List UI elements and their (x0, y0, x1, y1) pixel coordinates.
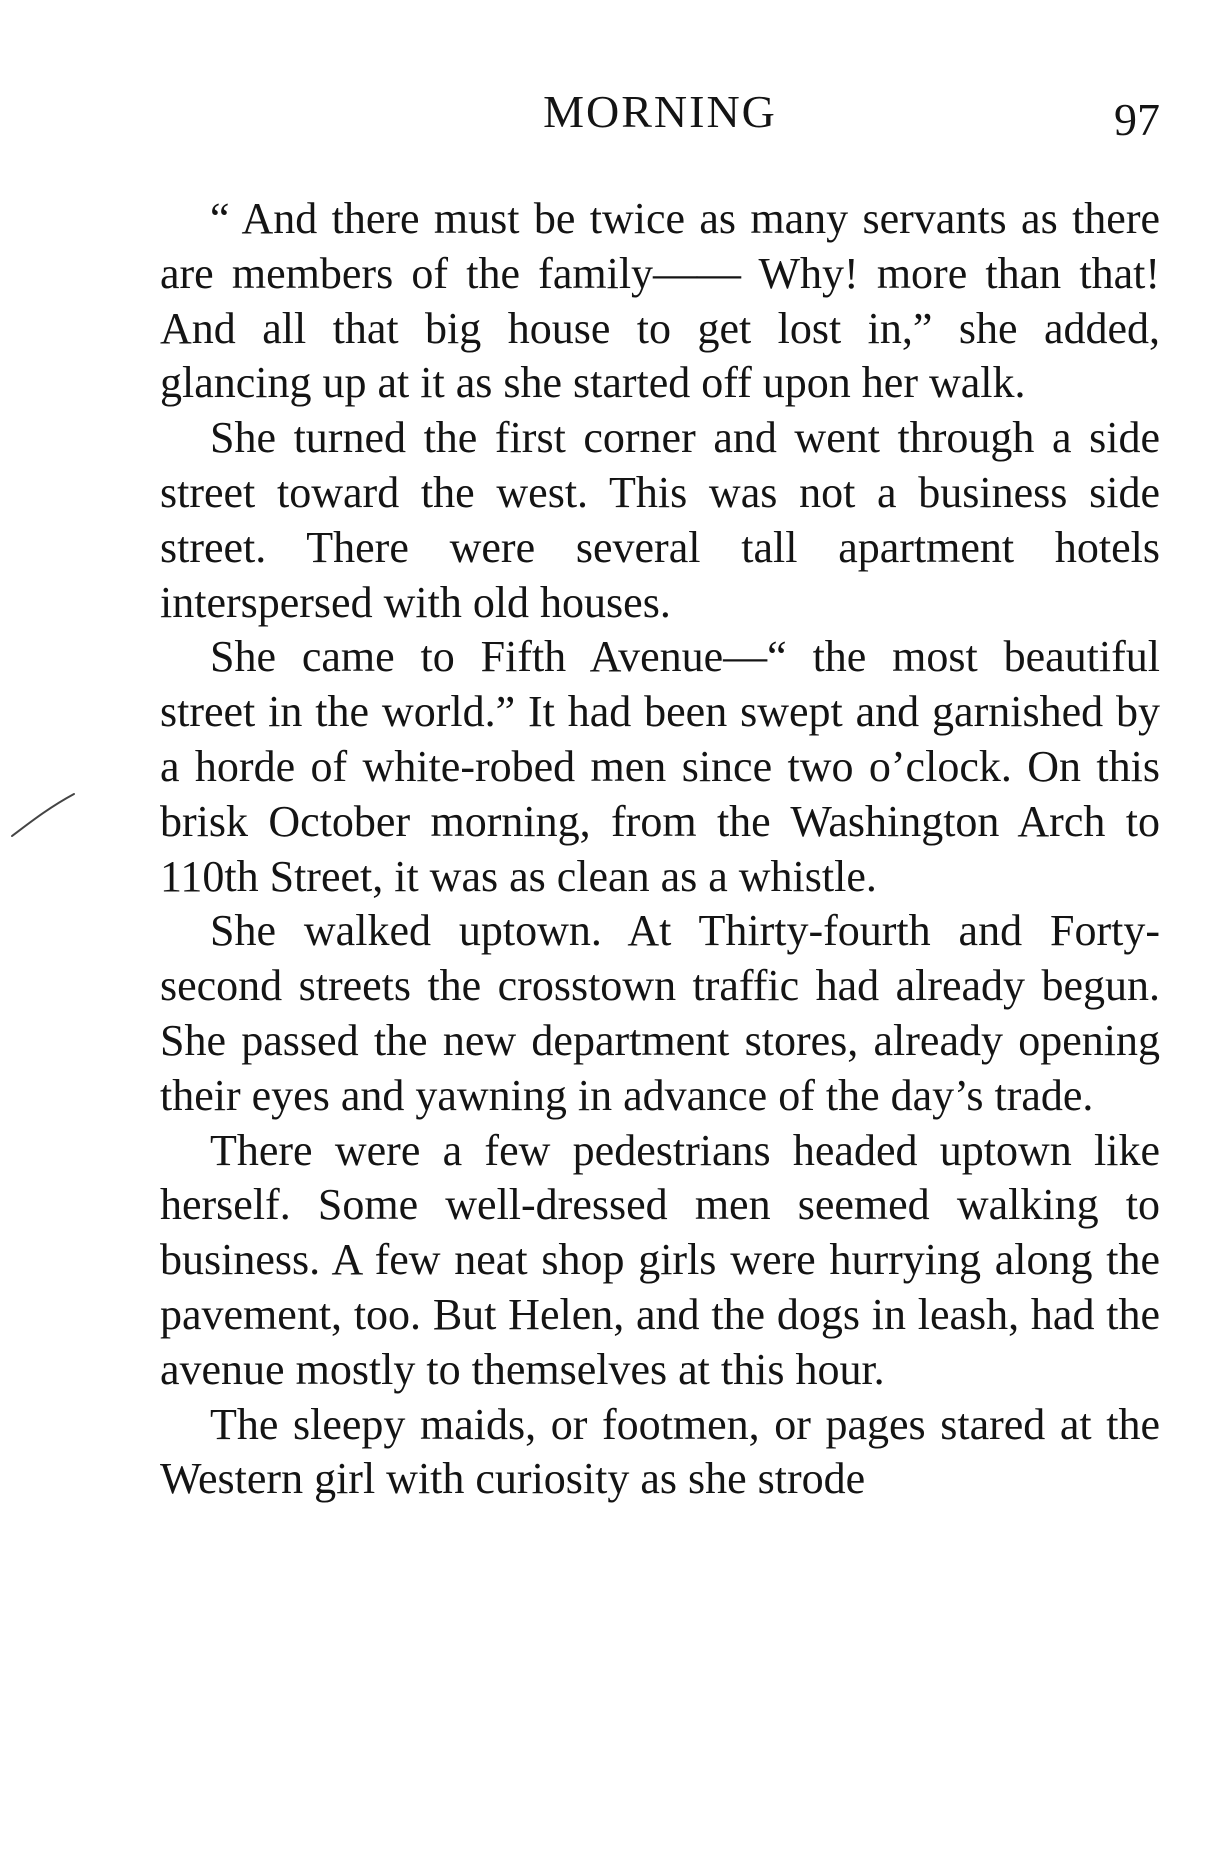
chapter-title: MORNING (543, 86, 777, 137)
paragraph: There were a few pedestrians headed uptown like herself. Some well-dressed men seemed walking to business. A few neat shop girls were hurrying along the pavement, too. But Helen, and the dogs in leash, had the avenue mostly to themselves at this hour. (160, 1125, 1160, 1394)
page-number: 97 (1114, 94, 1160, 145)
paragraph: She turned the first corner and went through a side street toward the west. This was not a business side street. There were several tall apartment hotels interspersed with old houses. (160, 413, 1160, 627)
running-head (160, 82, 1160, 152)
body-text (160, 192, 1160, 1507)
paragraph: She walked uptown. At Thirty-fourth and Forty-second streets the crosstown traffic had already begun. She passed the new department stores, already opening their eyes and yawning in advance of the day’s trade. (160, 906, 1160, 1120)
paragraph: She came to Fifth Avenue—“ the most beautiful street in the world.” It had been swept and garnished by a horde of white-robed men since two o’clock. On this brisk October morning, from the Washington Arch to 110th Street, it was as clean as a whistle. (160, 632, 1160, 901)
paragraph: “ And there must be twice as many servants as there are members of the family—— Why! more than that! And all that big house to get lost in,” she added, glancing up at it as she started off upon her walk. (160, 194, 1160, 408)
paragraph: The sleepy maids, or footmen, or pages stared at the Western girl with curiosity as she strode (160, 1399, 1160, 1504)
pencil-mark-icon (8, 790, 78, 840)
